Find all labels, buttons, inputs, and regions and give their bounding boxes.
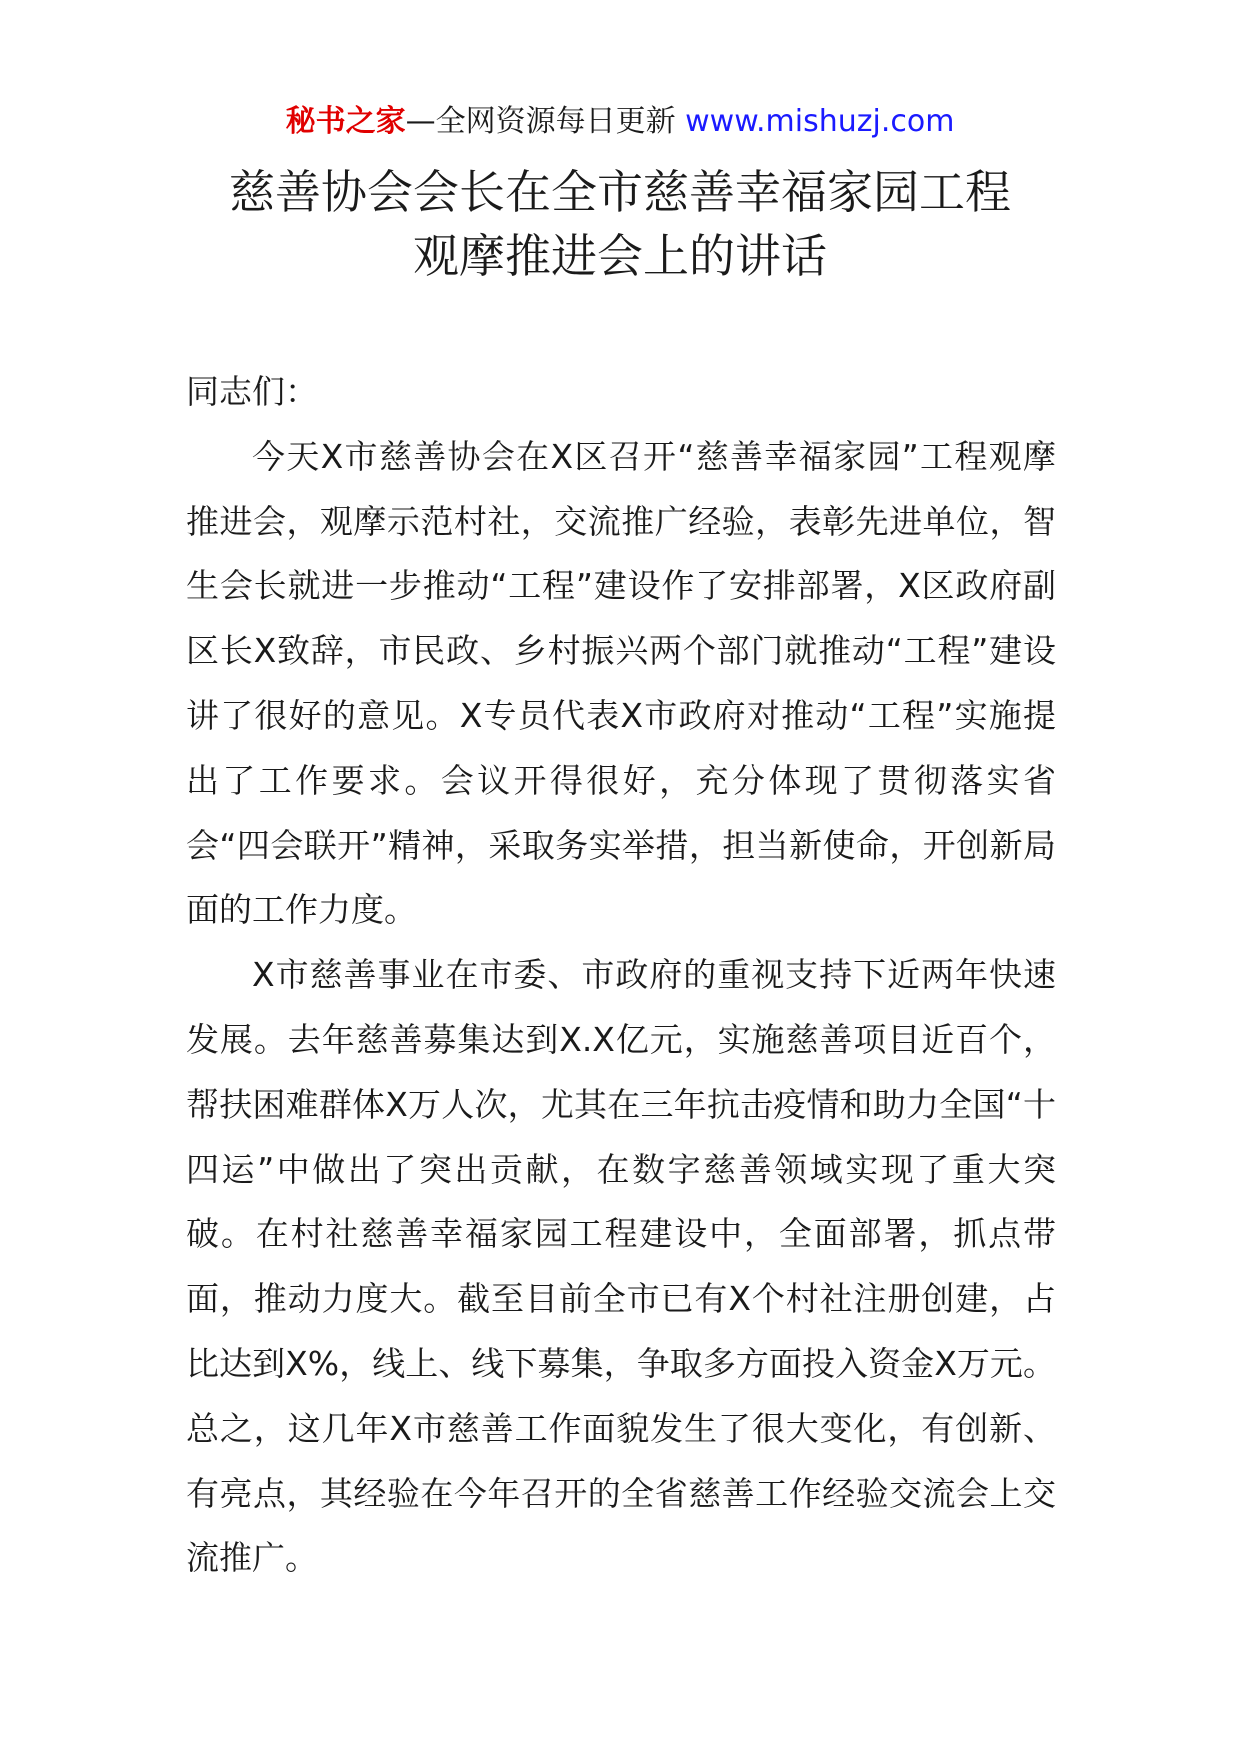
site-brand: 秘书之家: [285, 104, 406, 139]
site-url-link[interactable]: www.mishuzj.com: [685, 104, 955, 139]
document-title: [0, 160, 1240, 288]
document-body: [186, 360, 1056, 1591]
site-header: [0, 100, 1240, 144]
paragraph: 今天X市慈善协会在X区召开“慈善幸福家园”工程观摩推进会，观摩示范村社，交流推广经验，表彰先进单位，智生会长就进一步推动“工程”建设作了安排部署，X区政府副区长X致辞，市民政、乡村振兴两个部门就推动“工程”建设讲了很好的意见。X专员代表X市政府对推动“工程”实施提出了工作要求。会议开得很好，充分体现了贯彻落实省会“四会联开”精神，采取务实举措，担当新使命，开创新局面的工作力度。: [186, 436, 1056, 930]
paragraph: X市慈善事业在市委、市政府的重视支持下近两年快速发展。去年慈善募集达到X.X亿元，实施慈善项目近百个，帮扶困难群体X万人次，尤其在三年抗击疫情和助力全国“十四运”中做出了突出贡献，在数字慈善领域实现了重大突破。在村社慈善幸福家园工程建设中，全面部署，抓点带面，推动力度大。截至目前全市已有X个村社注册创建，占比达到X%，线上、线下募集，争取多方面投入资金X万元。总之，这几年X市慈善工作面貌发生了很大变化，有创新、有亮点，其经验在今年召开的全省慈善工作经验交流会上交流推广。: [186, 955, 1056, 1578]
site-tagline: —全网资源每日更新: [405, 104, 676, 139]
salutation: 同志们：: [186, 372, 318, 411]
title-line-1: 慈善协会会长在全市慈善幸福家园工程: [229, 165, 1011, 219]
title-line-2: 观摩推进会上的讲话: [413, 229, 827, 283]
